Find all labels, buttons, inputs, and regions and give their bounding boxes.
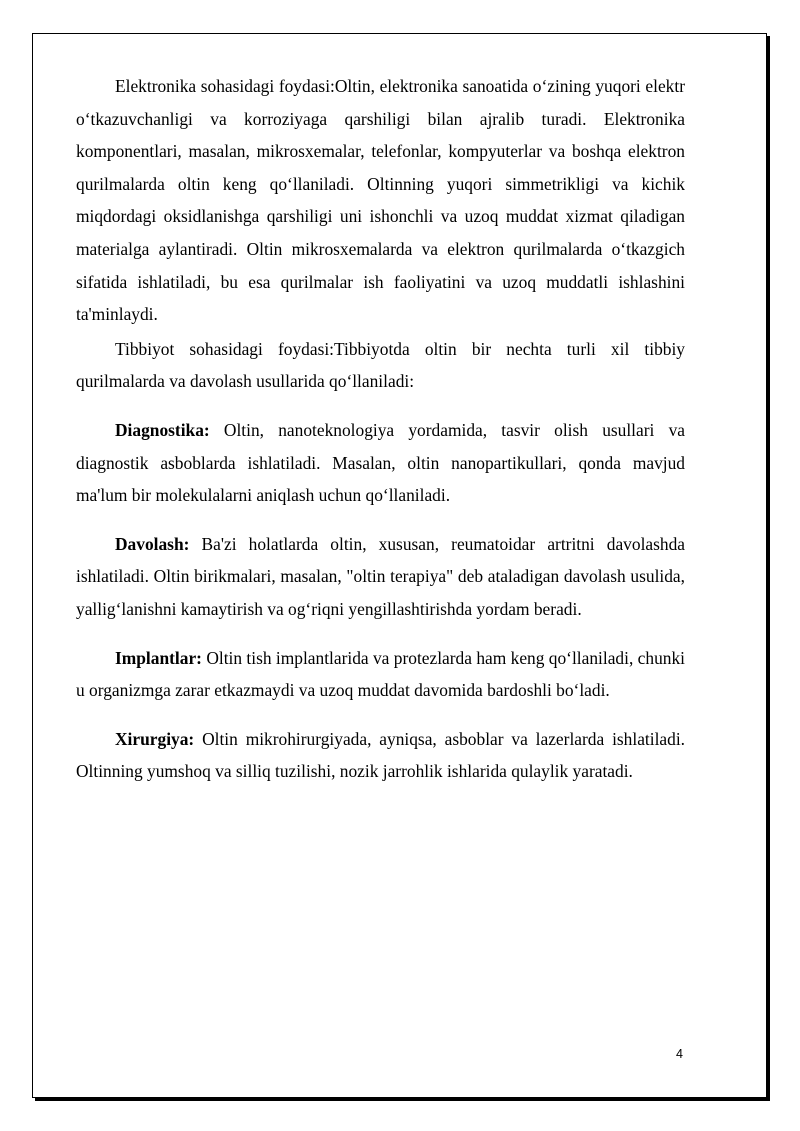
paragraph-lead: Implantlar: xyxy=(115,647,202,668)
paragraph-electronics xyxy=(76,70,685,331)
paragraph-diagnostics xyxy=(76,414,685,512)
paragraph-treatment xyxy=(76,528,685,626)
paragraph-implants xyxy=(76,642,685,707)
paragraph-lead: Xirurgiya: xyxy=(115,728,195,749)
paragraph-surgery xyxy=(76,723,685,788)
paragraph-text: Oltin tish implantlarida va protezlarda ham keng qo‘llaniladi, chunki u organizmga zarar etkazmaydi va uzoq muddat davomida bardoshli bo‘ladi. xyxy=(76,647,685,701)
document-body xyxy=(76,70,685,788)
paragraph-text: Ba'zi holatlarda oltin, xususan, reumatoidar artritni davolashda ishlatiladi. Oltin birikmalari, masalan, "oltin terapiya" deb ataladigan davolash usulida, yallig‘lanishni kamaytirish va og‘riqni yengillashtirishda yordam beradi. xyxy=(76,533,685,619)
paragraph-lead: Davolash: xyxy=(115,533,190,554)
paragraph-text: Oltin, nanoteknologiya yordamida, tasvir olish usullari va diagnostik asboblarda ishlatiladi. Masalan, oltin nanopartikullari, qonda mavjud ma'lum bir molekulalarni aniqlash uchun qo‘llaniladi. xyxy=(76,419,685,506)
paragraph-text: Oltin mikrohirurgiyada, ayniqsa, asboblar va lazerlarda ishlatiladi. Oltinning yumshoq va silliq tuzilishi, nozik jarrohlik ishlarida qulaylik yaratadi. xyxy=(76,728,685,782)
paragraph-text: Elektronika sohasidagi foydasi:Oltin, elektronika sanoatida o‘zining yuqori elektr o‘tkazuvchanligi va korroziyaga qarshiligi bilan ajralib turadi. Elektronika komponentlari, masalan, mikrosxemalar, telefonlar, kompyuterlar va boshqa elektron qurilmalarda oltin keng qo‘llaniladi. Oltinning yuqori simmetrikligi va kichik miqdordagi oksidlanishga qarshiligi uni ishonchli va uzoq muddat xizmat qiladigan materialga aylantiradi. Oltin mikrosxemalarda va elektron qurilmalarda o‘tkazgich sifatida ishlatiladi, bu esa qurilmalar ish faoliyatini va uzoq muddatli ishlashini ta'minlaydi. xyxy=(76,76,685,325)
page-number: 4 xyxy=(676,1047,683,1061)
paragraph-medicine xyxy=(76,333,685,398)
paragraph-lead: Diagnostika: xyxy=(115,419,210,440)
paragraph-text: Tibbiyot sohasidagi foydasi:Tibbiyotda oltin bir nechta turli xil tibbiy qurilmalarda va davolash usullarida qo‘llaniladi: xyxy=(76,338,685,392)
